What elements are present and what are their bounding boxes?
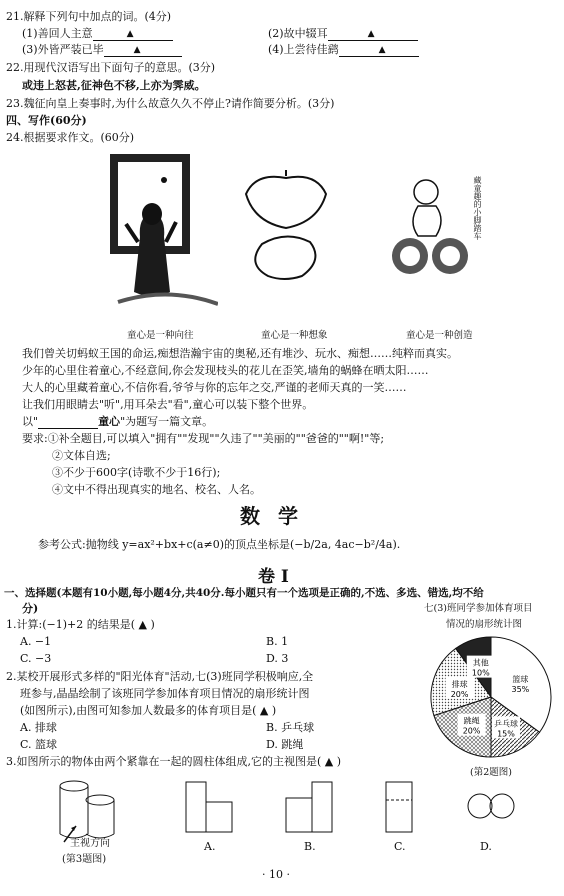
chart-title: 七(3)班同学参加体育项目 xyxy=(424,603,533,614)
q21-item-3: (3)外皆严装已毕 ▲ xyxy=(22,43,182,57)
q24-title: 24.根据要求作文。(60分) xyxy=(6,131,135,144)
volume-title: 卷 Ⅰ xyxy=(258,567,289,587)
essay-para-4: 让我们用眼睛去"听",用耳朵去"看",童心可以装下整个世界。 xyxy=(22,398,314,411)
caption-2: 童心是一种想象 xyxy=(261,330,328,341)
q2-option-c: C. 篮球 xyxy=(20,738,58,751)
q21-item-1: (1)善回人主意 ▲ xyxy=(22,27,173,41)
peach-drawing xyxy=(238,168,333,288)
q3-option-d-label: D. xyxy=(480,840,492,853)
girl-window-picture xyxy=(108,152,218,320)
mc-header: 一、选择题(本题有10小题,每小题4分,共40分.每小题只有一个选项是正确的,不选、多选、错选,均不给 xyxy=(4,587,484,599)
option-b-figure xyxy=(280,776,340,836)
requirements-1: 要求:①补全题目,可以填入"拥有""发现""久违了""美丽的""爸爸的""啊!"等; xyxy=(22,432,385,445)
q2-option-d: D. 跳绳 xyxy=(266,738,304,751)
pie-label-4-1: 10% xyxy=(471,668,490,678)
q2-option-b: B. 乒乓球 xyxy=(266,721,315,734)
handwritten-note: 藏童趣的小脚踏车 xyxy=(473,176,482,240)
q1-option-a: A. −1 xyxy=(20,635,52,648)
chart-subtitle: 情况的扇形统计图 xyxy=(446,619,523,630)
q23-title: 23.魏征向皇上奏事时,为什么故意久久不停止?请作简要分析。(3分) xyxy=(6,97,335,110)
pie-label-2-1: 20% xyxy=(462,726,481,736)
q1-option-d: D. 3 xyxy=(266,652,289,665)
chart-caption: (第2题图) xyxy=(470,767,512,778)
q22-sentence: 或违上怒甚,征神色不移,上亦为霁威。 xyxy=(22,79,206,92)
caption-1: 童心是一种向往 xyxy=(127,330,194,341)
q3-option-c-label: C. xyxy=(394,840,406,853)
pie-label-3-0: 排球 xyxy=(451,679,468,689)
option-d-figure xyxy=(462,786,522,826)
requirements-2: ②文体自选; xyxy=(52,449,111,462)
q3-option-a-label: A. xyxy=(204,840,216,853)
essay-para-3: 大人的心里藏着童心,不信你看,爷爷与你的忘年之交,严谨的老师天真的一笑…… xyxy=(22,381,407,394)
q3-option-b-label: B. xyxy=(304,840,316,853)
q1-text: 1.计算:(−1)+2 的结果是( ▲ ) xyxy=(6,618,155,631)
option-c-figure xyxy=(378,776,428,836)
pie-label-1-0: 乒乓球 xyxy=(493,719,518,729)
q2-option-a: A. 排球 xyxy=(20,721,57,734)
section-writing: 四、写作(60分) xyxy=(6,114,87,127)
q3-text: 3.如图所示的物体由两个紧靠在一起的圆柱体组成,它的主视图是( ▲ ) xyxy=(6,755,342,768)
requirements-4: ④文中不得出现真实的地名、校名、人名。 xyxy=(52,483,261,496)
requirements-3: ③不少于600字(诗歌不少于16行); xyxy=(52,466,221,479)
q3-figure-caption: (第3题图) xyxy=(62,854,107,865)
pie-label-1-1: 15% xyxy=(497,729,515,739)
q21-item-4: (4)上尝待佳鹞 ▲ xyxy=(268,43,419,57)
q2-line-1: 2.某校开展形式多样的"阳光体育"活动,七(3)班同学积极响应,全 xyxy=(6,670,314,683)
q21-title: 21.解释下列句中加点的词。(4分) xyxy=(6,10,172,23)
pie-label-2-0: 跳绳 xyxy=(463,716,480,726)
math-title: 数学 xyxy=(240,504,316,528)
essay-para-2: 少年的心里住着童心,不经意间,你会发现枝头的花儿在歪笑,墙角的蜗蜂在晒太阳…… xyxy=(22,364,429,377)
pie-label-4-0: 其他 xyxy=(472,658,489,668)
pie-label-0-1: 35% xyxy=(511,685,530,695)
page-number: · 10 · xyxy=(262,868,290,881)
essay-para-1: 我们曾关切蚂蚁王国的命运,痴想浩瀚宇宙的奥秘,还有堆沙、玩水、痴想……纯粹而真实。 xyxy=(22,347,458,360)
q2-line-3: (如图所示),由图可知参加人数最多的体育项目是( ▲ ) xyxy=(20,704,277,717)
mc-header-2: 分) xyxy=(22,602,39,615)
view-direction-label: 主视方向 xyxy=(70,838,110,849)
caption-3: 童心是一种创造 xyxy=(406,330,473,341)
vertex-formula: 参考公式:抛物线 y=ax²+bx+c(a≠0)的顶点坐标是(−b/2a, 4ac−b²/4a). xyxy=(38,538,401,551)
pie-chart xyxy=(426,632,556,762)
q1-option-c: C. −3 xyxy=(20,652,52,665)
q1-option-b: B. 1 xyxy=(266,635,289,648)
q22-title: 22.用现代汉语写出下面句子的意思。(3分) xyxy=(6,61,216,74)
pie-label-0-0: 篮球 xyxy=(512,675,529,685)
essay-prompt: 以" 童心"为题写一篇文章。 xyxy=(22,415,214,428)
pie-label-3-1: 20% xyxy=(450,689,469,699)
q2-line-2: 班参与,晶晶绘制了该班同学参加体育项目情况的扇形统计图 xyxy=(20,687,310,700)
option-a-figure xyxy=(180,776,240,836)
q21-item-2: (2)故中辍耳 ▲ xyxy=(268,27,418,41)
